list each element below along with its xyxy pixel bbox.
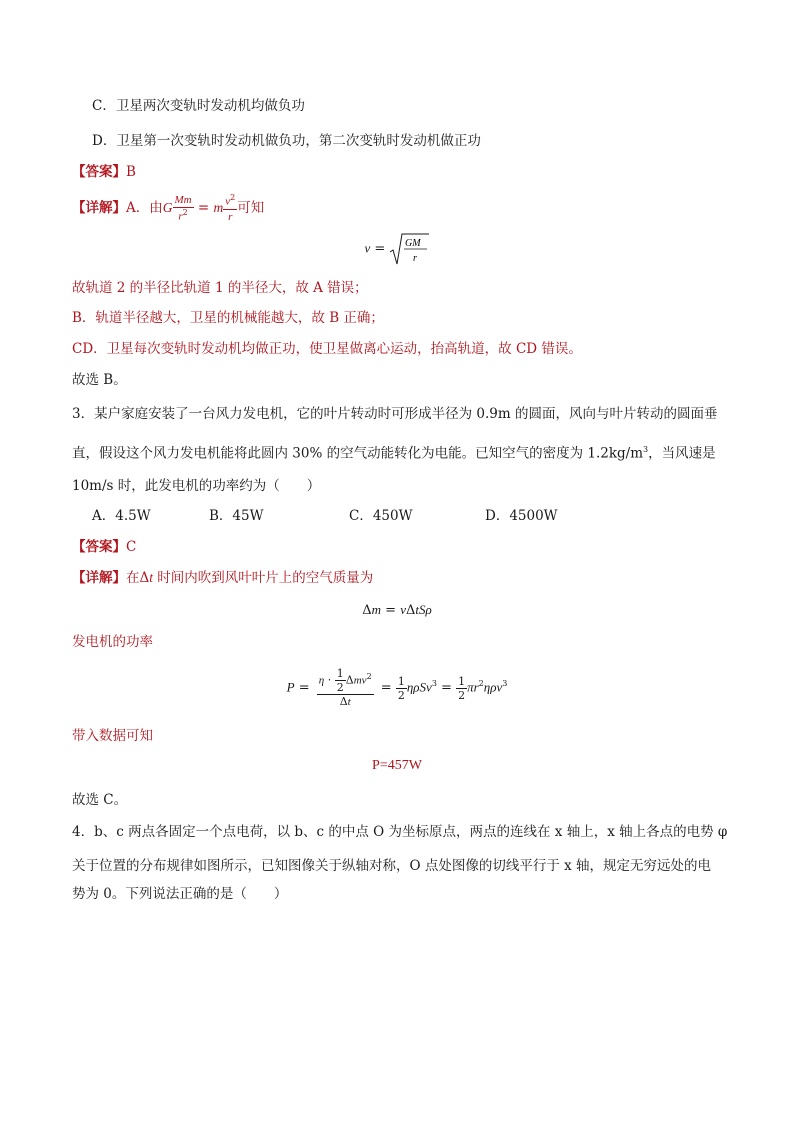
detail-a-prefix: A．由 — [126, 200, 163, 216]
sqrt-sign-icon — [389, 232, 429, 266]
gravity-equation: G $\frac{Mm}{r^2}$ = m $\frac{v^2}{r}$ — [162, 193, 236, 223]
q3-result: P=457W — [372, 758, 422, 773]
answer-value: C — [126, 539, 137, 555]
q4-stem-line1: 4．b、c 两点各固定一个点电荷，以 b、c 的中点 O 为坐标原点，两点的连线在 x 轴上，x 轴上各点的电势 φ — [72, 824, 728, 840]
q2-answer — [72, 162, 136, 182]
detail-label: 【详解】 — [72, 570, 126, 586]
q2-detail-line3: CD．卫星每次变轨时发动机均做正功，使卫星做离心运动，抬高轨道，故 CD 错误。 — [72, 341, 582, 357]
q3-option-a: A．4.5W — [92, 508, 151, 524]
q4-stem-line2: 关于位置的分布规律如图所示，已知图像关于纵轴对称，O 点处图像的切线平行于 x 轴，规定无穷远处的电 — [72, 858, 712, 874]
q3-option-c: C．450W — [349, 508, 413, 524]
svg-text:GM: GM — [405, 238, 422, 249]
q3-stem-line3: 10m/s 时，此发电机的功率约为（ ） — [72, 478, 321, 494]
svg-text:r: r — [413, 253, 418, 264]
q2-option-d: D．卫星第一次变轨时发动机做负功，第二次变轨时发动机做正功 — [92, 133, 481, 149]
velocity-formula: v = GM r — [0, 232, 794, 266]
q3-stem-line2: 直，假设这个风力发电机能将此圆内 30% 的空气动能转化为电能。已知空气的密度为 $1.2kg/m^3$，当风速是 — [72, 445, 716, 462]
q3-options — [92, 506, 558, 526]
q3-conclusion: 故选 C。 — [72, 792, 128, 808]
q3-option-b: B．45W — [209, 508, 264, 524]
answer-value: B — [126, 164, 136, 180]
q2-detail-a — [72, 193, 264, 223]
answer-label: 【答案】 — [72, 164, 126, 180]
q2-option-c: C．卫星两次变轨时发动机均做负功 — [92, 98, 305, 114]
answer-label: 【答案】 — [72, 539, 126, 555]
q4-stem-line3: 势为 0。下列说法正确的是（ ） — [72, 886, 288, 902]
q2-detail-line1: 故轨道 2 的半径比轨道 1 的半径大，故 A 错误； — [72, 280, 368, 296]
detail-label: 【详解】 — [72, 200, 126, 216]
q3-power-heading: 发电机的功率 — [72, 634, 153, 650]
q2-detail-line2: B．轨道半径越大，卫星的机械能越大，故 B 正确； — [72, 310, 384, 326]
q2-conclusion: 故选 B。 — [72, 372, 127, 388]
q3-stem-line1: 3．某户家庭安装了一台风力发电机，它的叶片转动时可形成半径为 0.9m 的圆面，风向与叶片转动的圆面垂 — [72, 406, 718, 422]
q3-answer — [72, 537, 136, 557]
q3-option-d: D．4500W — [485, 508, 558, 524]
detail-a-suffix: 可知 — [237, 200, 265, 216]
q3-detail: 【详解】在Δt 时间内吹到风叶叶片上的空气质量为 — [72, 570, 374, 586]
mass-formula: Δm = vΔtSρ — [362, 602, 432, 618]
q3-substitute-heading: 带入数据可知 — [72, 728, 153, 744]
power-formula: P = η · $\frac{1}{2}$ Δmv$^2$ Δt = $\frac{1}{2}$ ηρSv$^3$ = $\frac{1}{2}$ $\pi r^2\eta\rho v^3$ — [286, 667, 508, 708]
